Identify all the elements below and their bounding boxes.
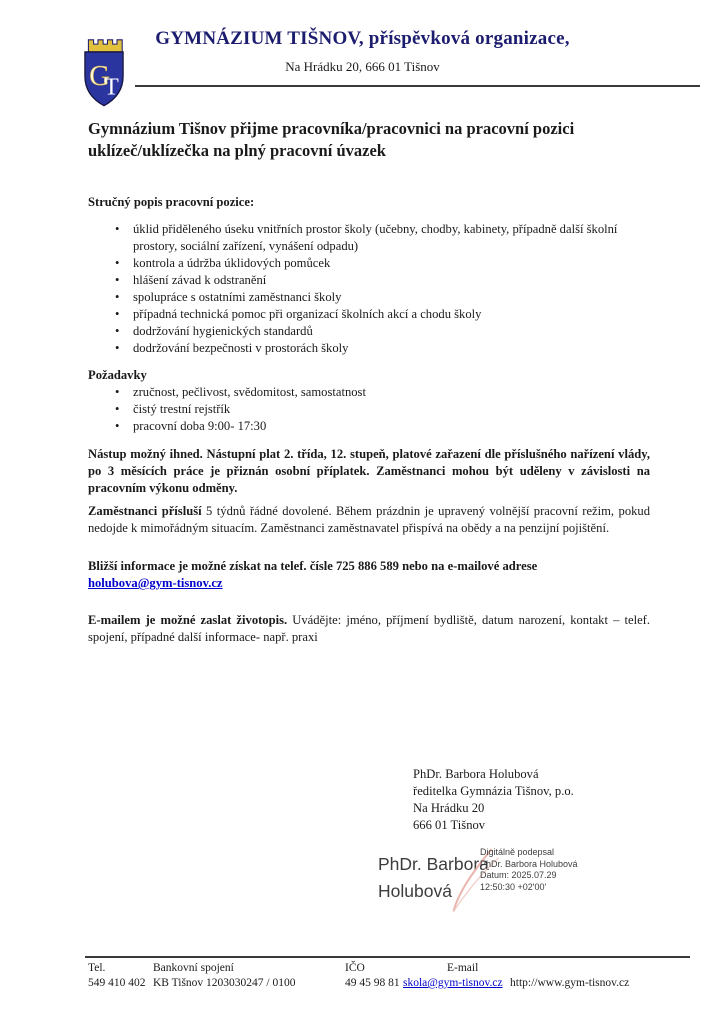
list-item: • spolupráce s ostatními zaměstnanci školy (88, 289, 650, 306)
footer-ico-value: 49 45 98 81 (345, 977, 400, 989)
school-address: Na Hrádku 20, 666 01 Tišnov (285, 59, 440, 74)
school-logo (78, 32, 130, 110)
benefits-text: 5 týdnů řádné dovolené. Během prázdnin je upravený volnější pracovní režim, pokud nedojde k mimořádným situacím. Zaměstnanci zaměstnavatel přispívá na obědy a na penzijní pojištění. (88, 504, 651, 535)
list-item: • kontrola a údržba úklidových pomůcek (88, 255, 650, 272)
signatory-block (413, 766, 574, 834)
header-divider (135, 85, 700, 87)
salary-paragraph: Nástup možný ihned. Nástupní plat 2. třída, 12. stupeň, platové zařazení dle příslušného nařízení vlády, po 3 měsících práce je přiznán osobní příplatek. Zaměstnanci mohou být uděleny v závislosti na pracovním výkonu odměny. (88, 447, 650, 495)
list-item: • zručnost, pečlivost, svědomitost, samostatnost (88, 384, 650, 401)
logo-letter-t: T (104, 73, 119, 101)
cv-paragraph (88, 612, 650, 646)
footer-tel-value: 549 410 402 (88, 977, 146, 989)
benefits-paragraph (88, 503, 650, 537)
school-name: GYMNÁZIUM TIŠNOV, příspěvková organizace, (155, 28, 570, 49)
list-item: • dodržování hygienických standardů (88, 323, 650, 340)
cv-lead: E-mailem je možné zaslat životopis. (88, 613, 288, 627)
list-item: • čistý trestní rejstřík (88, 401, 650, 418)
signatory-role: ředitelka Gymnázia Tišnov, p.o. (413, 784, 574, 798)
digital-signature-line1: Digitálně podepsal (480, 847, 555, 857)
digital-signature-line2: PhDr. Barbora Holubová (480, 858, 578, 869)
signatory-address-line1: Na Hrádku 20 (413, 801, 485, 815)
letterhead (135, 28, 590, 75)
job-duties-list (88, 221, 650, 357)
shield-crown-icon (78, 32, 130, 110)
signatory-address-line2: 666 01 Tišnov (413, 818, 486, 832)
footer-col-website (510, 976, 629, 991)
contact-text: Bližší informace je možné získat na telef. čísle 725 886 589 nebo na e-mailové adrese (88, 559, 538, 573)
footer-tel-label: Tel. (88, 962, 106, 974)
section-heading-requirements: Požadavky (88, 368, 147, 382)
digital-signature-line3: Datum: 2025.07.29 (480, 870, 557, 880)
signatory-name: PhDr. Barbora Holubová (413, 767, 539, 781)
footer-website-value: http://www.gym-tisnov.cz (510, 977, 630, 989)
footer-divider (85, 956, 690, 958)
list-item: • hlášení závad k odstranění (88, 272, 650, 289)
crown-icon (88, 40, 122, 52)
footer-email-link[interactable]: skola@gym-tisnov.cz (403, 977, 503, 989)
contact-email-link[interactable]: holubova@gym-tisnov.cz (88, 576, 223, 590)
footer-col-tel (88, 961, 146, 991)
footer-col-email (403, 961, 503, 991)
footer-bank-label: Bankovní spojení (153, 962, 234, 974)
cv-text: Uvádějte: jméno, příjmení bydliště, datum narození, kontakt – telef. spojení, případné další informace- např. praxi (88, 613, 651, 644)
job-title: Gymnázium Tišnov přijme pracovníka/pracovnici na pracovní pozici uklízeč/uklízečka na plný pracovní úvazek (88, 119, 575, 160)
list-item: • pracovní doba 9:00- 17:30 (88, 418, 650, 435)
footer-bank-value: KB Tišnov 1203030247 / 0100 (153, 977, 296, 989)
list-item: • dodržování bezpečnosti v prostorách školy (88, 340, 650, 357)
footer-ico-label: IČO (345, 962, 365, 974)
contact-paragraph (88, 558, 650, 592)
requirements-list (88, 384, 650, 435)
digital-signature-name: PhDr. Barbora Holubová (378, 854, 489, 901)
list-item: • případná technická pomoc při organizací školních akcí a chodu školy (88, 306, 650, 323)
footer-email-label: E-mail (447, 962, 479, 974)
document-body (88, 118, 650, 646)
list-item: • úklid přiděleného úseku vnitřních prostor školy (učebny, chodby, kabinety, případně další školní prostory, sociální zařízení, vynášení odpadu) (88, 221, 650, 255)
digital-signature-line4: 12:50:30 +02'00' (480, 881, 547, 892)
footer-col-ico (345, 961, 400, 991)
logo-letter-g: G (89, 60, 110, 92)
footer-col-bank (153, 961, 296, 991)
digital-signature-details (480, 847, 640, 893)
section-heading-job-description: Stručný popis pracovní pozice: (88, 195, 255, 209)
benefits-lead: Zaměstnanci přísluší (88, 504, 202, 518)
